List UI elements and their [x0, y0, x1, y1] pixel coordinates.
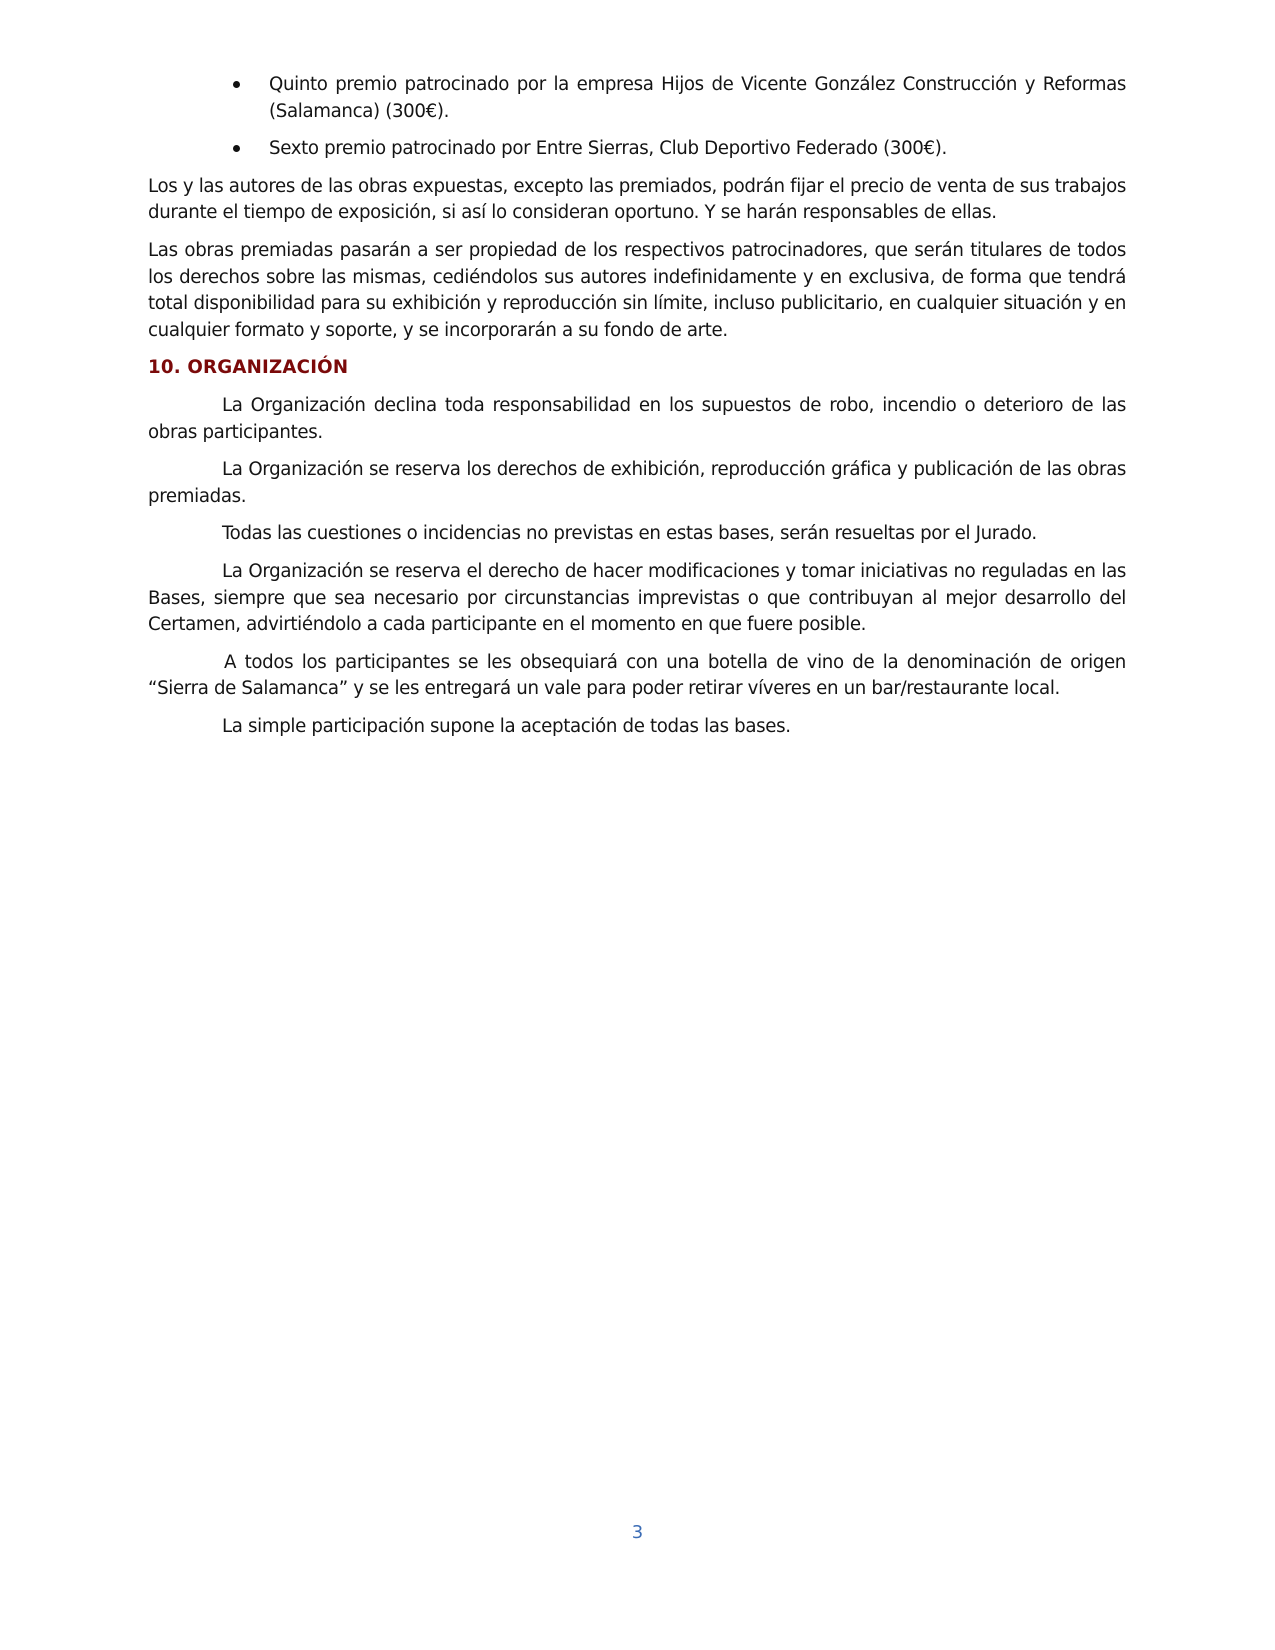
- paragraph-gifts: A todos los participantes se les obsequiará con una botella de vino de la denominación de origen “Sierra de Salamanca” y se les entregará un vale para poder retirar víveres en un bar/restaurante local.: [148, 651, 1126, 700]
- paragraph-awarded-works: Las obras premiadas pasarán a ser propiedad de los respectivos patrocinadores, que serán titulares de todos los derechos sobre las mismas, cediéndolos sus autores indefinidamente y en exclusiva, de forma que tendrá total disponibilidad para su exhibición y reproducción sin límite, incluso publicitario, en cualquier situación y en cualquier formato y soporte, y se incorporarán a su fondo de arte.: [148, 239, 1126, 341]
- list-item-text: Quinto premio patrocinado por la empresa Hijos de Vicente González Construcción y Reformas (Salamanca) (300€).: [269, 74, 1126, 122]
- document-page: [148, 72, 1126, 751]
- paragraph-responsibility: La Organización declina toda responsabilidad en los supuestos de robo, incendio o deterioro de las obras participantes.: [148, 394, 1126, 443]
- list-item: [148, 136, 1126, 163]
- paragraph-rights: La Organización se reserva los derechos de exhibición, reproducción gráfica y publicación de las obras premiadas.: [148, 459, 1126, 507]
- paragraph-modifications: La Organización se reserva el derecho de hacer modificaciones y tomar iniciativas no reguladas en las Bases, siempre que sea necesario por circunstancias imprevistas o que contribuyan al mejor desarrollo del Certamen, advirtiéndolo a cada participante en el momento en que fuere posible.: [148, 560, 1126, 636]
- bullet-icon: [233, 145, 240, 152]
- list-item-text: Sexto premio patrocinado por Entre Sierras, Club Deportivo Federado (300€).: [269, 138, 947, 160]
- page-number: 3: [631, 1522, 644, 1543]
- paragraph-acceptance: La simple participación supone la aceptación de todas las bases.: [222, 715, 791, 737]
- list-item: [148, 72, 1126, 125]
- paragraph-jury: Todas las cuestiones o incidencias no previstas en estas bases, serán resueltas por el Jurado.: [222, 523, 1037, 545]
- bullet-icon: [233, 81, 240, 88]
- prize-list: [148, 72, 1126, 163]
- section-heading: 10. ORGANIZACIÓN: [148, 357, 349, 379]
- paragraph-sale-price: Los y las autores de las obras expuestas, excepto las premiados, podrán fijar el precio de venta de sus trabajos durante el tiempo de exposición, si así lo consideran oportuno. Y se harán responsables de ellas.: [148, 175, 1126, 224]
